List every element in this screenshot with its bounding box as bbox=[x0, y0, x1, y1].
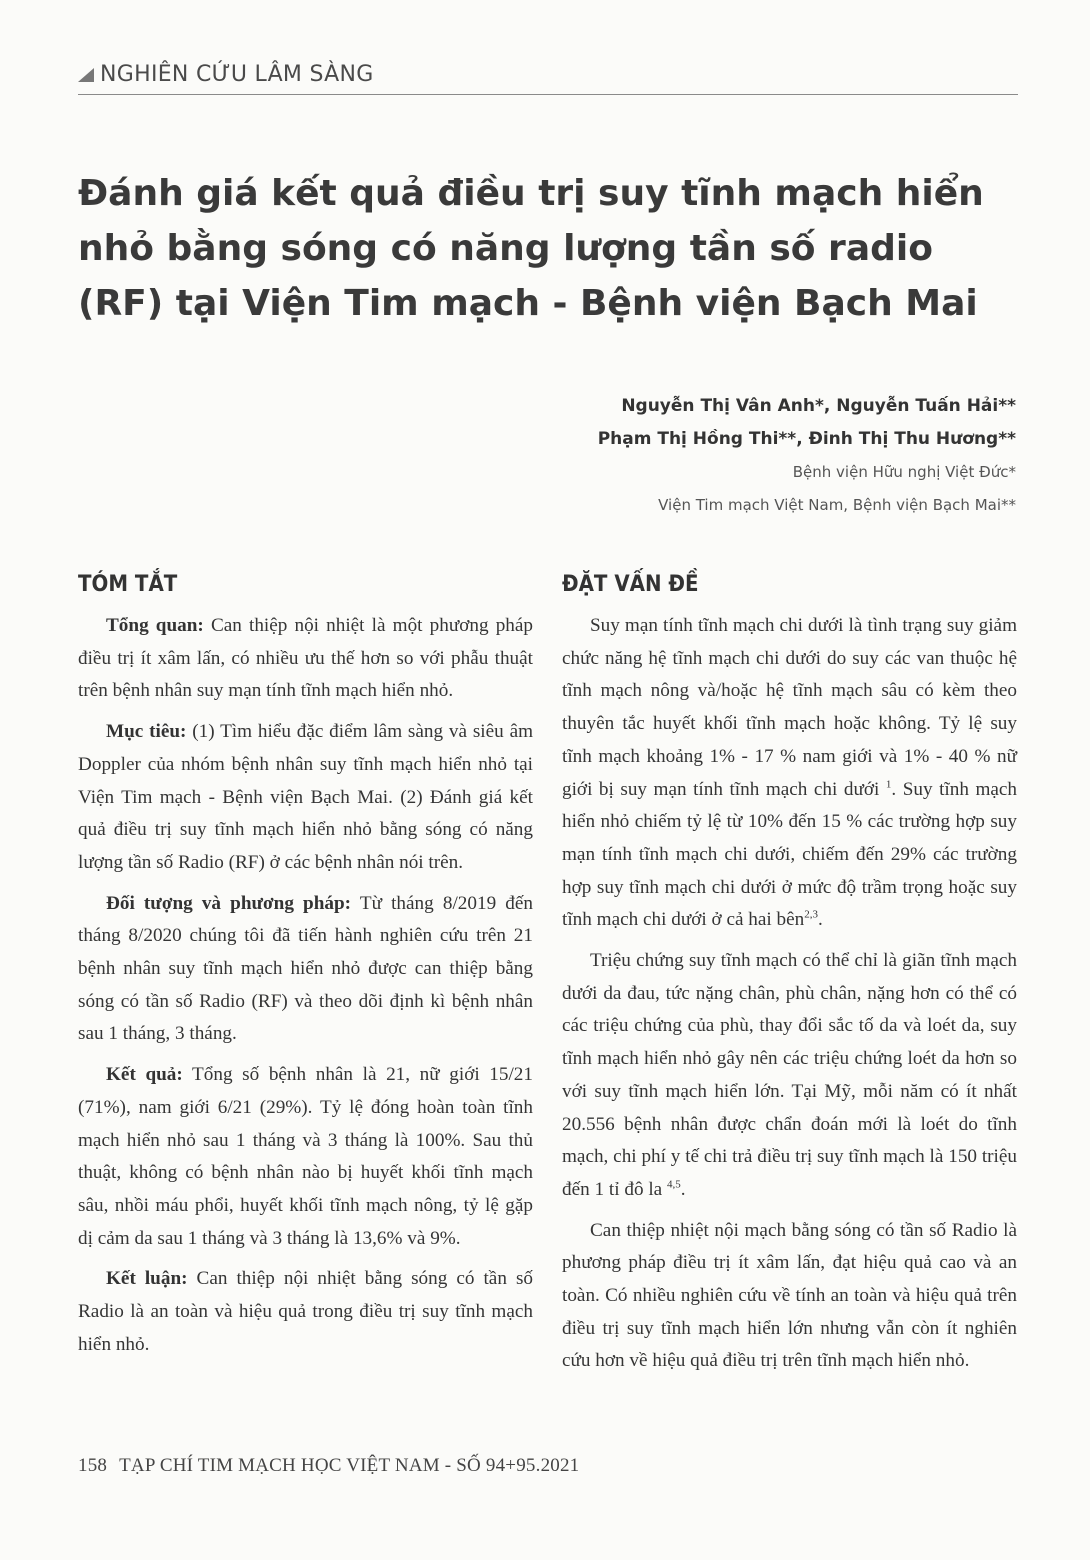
results-text: Tổng số bệnh nhân là 21, nữ giới 15/21 (71%), nam giới 6/21 (29%). Tỷ lệ đóng hoàn toàn tĩnh mạch hiển nhỏ sau 1 tháng và 3 tháng là 100%. Sau thủ thuật, không có bệnh nhân nào bị huyết khối tĩnh mạch sâu, nhồi máu phổi, huyết khối tĩnh mạch nông, tỷ lệ gặp dị cảm da sau 1 tháng và 3 tháng là 13,6% và 9%. bbox=[78, 1064, 533, 1249]
intro-p1-text-c: . bbox=[817, 909, 823, 931]
section-header bbox=[78, 62, 1018, 95]
objective-text: (1) Tìm hiểu đặc điểm lâm sàng và siêu âm Doppler của nhóm bệnh nhân suy tĩnh mạch hiển nhỏ tại Viện Tim mạch - Bệnh viện Bạch Mai. (2) Đánh giá kết quả điều trị suy tĩnh mạch hiển nhỏ bằng sóng có năng lượng tần số Radio (RF) ở các bệnh nhân nói trên. bbox=[78, 721, 534, 873]
objective-label: Mục tiêu: bbox=[106, 721, 187, 743]
author-line-2: Phạm Thị Hồng Thi**, Đinh Thị Thu Hương** bbox=[597, 429, 1016, 449]
intro-p1-text-b: . Suy tĩnh mạch hiển nhỏ chiếm tỷ lệ từ 10% đến 15 % các trường hợp suy mạn tính tĩnh mạch chi dưới, chiếm đến 29% các trường hợp suy tĩnh mạch chi dưới ở mức độ trầm trọng hoặc suy tĩnh mạch chi dưới ở cả hai bên bbox=[562, 778, 1018, 931]
intro-p2-text-a: Triệu chứng suy tĩnh mạch có thể chỉ là giãn tĩnh mạch dưới da đau, tức nặng chân, phù chân, nặng hơn có thể có các triệu chứng của phù, thay đổi sắc tố da và loét da, suy tĩnh mạch hiển nhỏ gây nên các triệu chứng loét da hơn so với suy tĩnh mạch hiển lớn. Tại Mỹ, mỗi năm có ít nhất 20.556 bệnh nhân được chẩn đoán mới là loét do tĩnh mạch, chi phí y tế chi trả điều trị suy tĩnh mạch là 150 triệu đến 1 tỉ đô la bbox=[562, 950, 1017, 1200]
intro-paragraph-2 bbox=[562, 945, 1017, 1207]
intro-p1-text-a: Suy mạn tính tĩnh mạch chi dưới là tình trạng suy giảm chức năng hệ tĩnh mạch chi dưới do suy các van thuộc hệ tĩnh mạch nông và/hoặc hệ tĩnh mạch sâu có kèm theo thuyên tắc huyết khối tĩnh mạch hoặc không. Tỷ lệ suy tĩnh mạch khoảng 1% - 17 % nam giới và 1% - 40 % nữ giới bị suy mạn tính tĩnh mạch chi dưới bbox=[562, 615, 1017, 800]
methods-text: Từ tháng 8/2019 đến tháng 8/2020 chúng tôi đã tiến hành nghiên cứu trên 21 bệnh nhân suy tĩnh mạch hiển nhỏ được can thiệp bằng sóng có tần số Radio (RF) và theo dõi định kì bệnh nhân sau 1 tháng, 3 tháng. bbox=[78, 892, 533, 1045]
conclusion-text: Can thiệp nội nhiệt bằng sóng có tần số Radio là an toàn và hiệu quả trong điều trị suy tĩnh mạch hiển nhỏ. bbox=[78, 1268, 533, 1355]
abstract-results bbox=[78, 1059, 533, 1255]
triangle-icon bbox=[78, 68, 94, 82]
overview-text: Can thiệp nội nhiệt là một phương pháp điều trị ít xâm lấn, có nhiều ưu thế hơn so với phẫu thuật trên bệnh nhân suy mạn tính tĩnh mạch hiển nhỏ. bbox=[78, 615, 533, 702]
abstract-heading: TÓM TẮT bbox=[78, 572, 178, 597]
abstract-conclusion bbox=[78, 1263, 533, 1361]
journal-name: TẠP CHÍ TIM MẠCH HỌC VIỆT NAM - SỐ 94+95.2021 bbox=[119, 1455, 580, 1476]
author-line-1: Nguyễn Thị Vân Anh*, Nguyễn Tuấn Hải** bbox=[621, 396, 1016, 416]
conclusion-label: Kết luận: bbox=[106, 1268, 188, 1290]
author-block bbox=[456, 390, 1016, 522]
affiliation-1: Bệnh viện Hữu nghị Việt Đức* bbox=[792, 463, 1016, 481]
intro-p2-text-b: . bbox=[680, 1178, 686, 1200]
article-title: Đánh giá kết quả điều trị suy tĩnh mạch hiển nhỏ bằng sóng có năng lượng tần số radio (RF) tại Viện Tim mạch - Bệnh viện Bạch Mai bbox=[78, 173, 984, 324]
intro-column bbox=[562, 572, 1017, 1386]
section-label: NGHIÊN CỨU LÂM SÀNG bbox=[100, 62, 374, 87]
intro-heading: ĐẶT VẤN ĐỀ bbox=[562, 572, 699, 597]
page-footer bbox=[78, 1455, 579, 1477]
methods-label: Đối tượng và phương pháp: bbox=[106, 892, 352, 914]
abstract-objective bbox=[78, 716, 533, 880]
results-label: Kết quả: bbox=[106, 1064, 183, 1086]
overview-label: Tổng quan: bbox=[106, 615, 204, 636]
abstract-column bbox=[78, 572, 533, 1369]
intro-paragraph-1 bbox=[562, 610, 1017, 937]
citation-ref: 2,3 bbox=[804, 908, 818, 921]
citation-ref: 4,5 bbox=[666, 1178, 681, 1191]
citation-ref: 1 bbox=[885, 778, 892, 791]
abstract-overview bbox=[78, 610, 533, 708]
intro-paragraph-3: Can thiệp nhiệt nội mạch bằng sóng có tần số Radio là phương pháp điều trị ít xâm lấn, đạt hiệu quả cao và an toàn. Có nhiều nghiên cứu về tính an toàn và hiệu quả trên điều trị suy tĩnh mạch hiển lớn nhưng vẫn còn ít nghiên cứu hơn về hiệu quả điều trị trên tĩnh mạch hiển nhỏ. bbox=[562, 1219, 1017, 1372]
affiliation-2: Viện Tim mạch Việt Nam, Bệnh viện Bạch Mai** bbox=[658, 496, 1016, 514]
abstract-methods bbox=[78, 888, 533, 1052]
page-number: 158 bbox=[78, 1455, 108, 1476]
